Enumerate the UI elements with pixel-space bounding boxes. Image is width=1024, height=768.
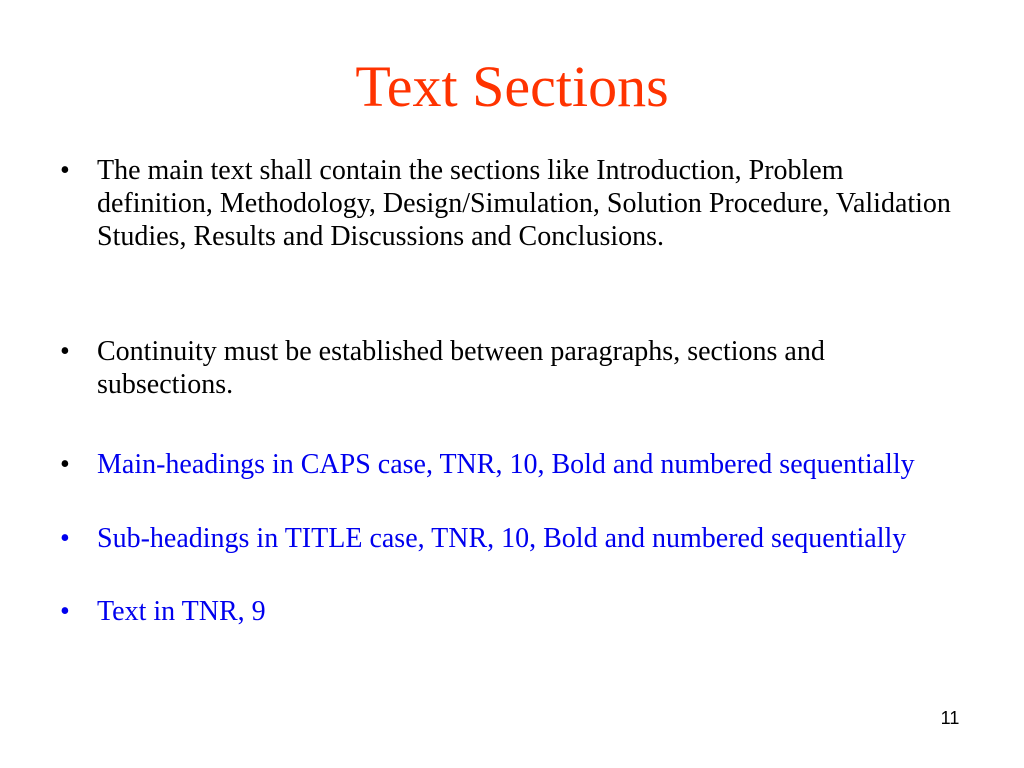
bullet-text: Continuity must be established between paragraphs, sections and subsections. [97, 336, 825, 400]
slide-title: Text Sections [355, 54, 669, 119]
bullet-marker: • [60, 449, 70, 480]
bullet-marker: • [60, 596, 70, 627]
bullet-item [60, 154, 960, 253]
bullet-text: Main-headings in CAPS case, TNR, 10, Bold and numbered sequentially [97, 449, 915, 480]
bullet-marker: • [60, 155, 70, 186]
bullet-item [60, 522, 960, 555]
bullet-item [60, 595, 960, 628]
bullet-text: The main text shall contain the sections like Introduction, Problem definition, Methodology, Design/Simulation, Solution Procedure, Validation Studies, Results and Discussions and Conclusions. [97, 155, 951, 252]
bullet-text: Text in TNR, 9 [97, 596, 266, 627]
slide-number: 11 [940, 708, 960, 728]
bullet-marker: • [60, 336, 70, 367]
bullet-item [60, 448, 960, 481]
bullet-text: Sub-headings in TITLE case, TNR, 10, Bold and numbered sequentially [97, 523, 907, 554]
bullet-item [60, 335, 960, 401]
bullet-marker: • [60, 523, 70, 554]
